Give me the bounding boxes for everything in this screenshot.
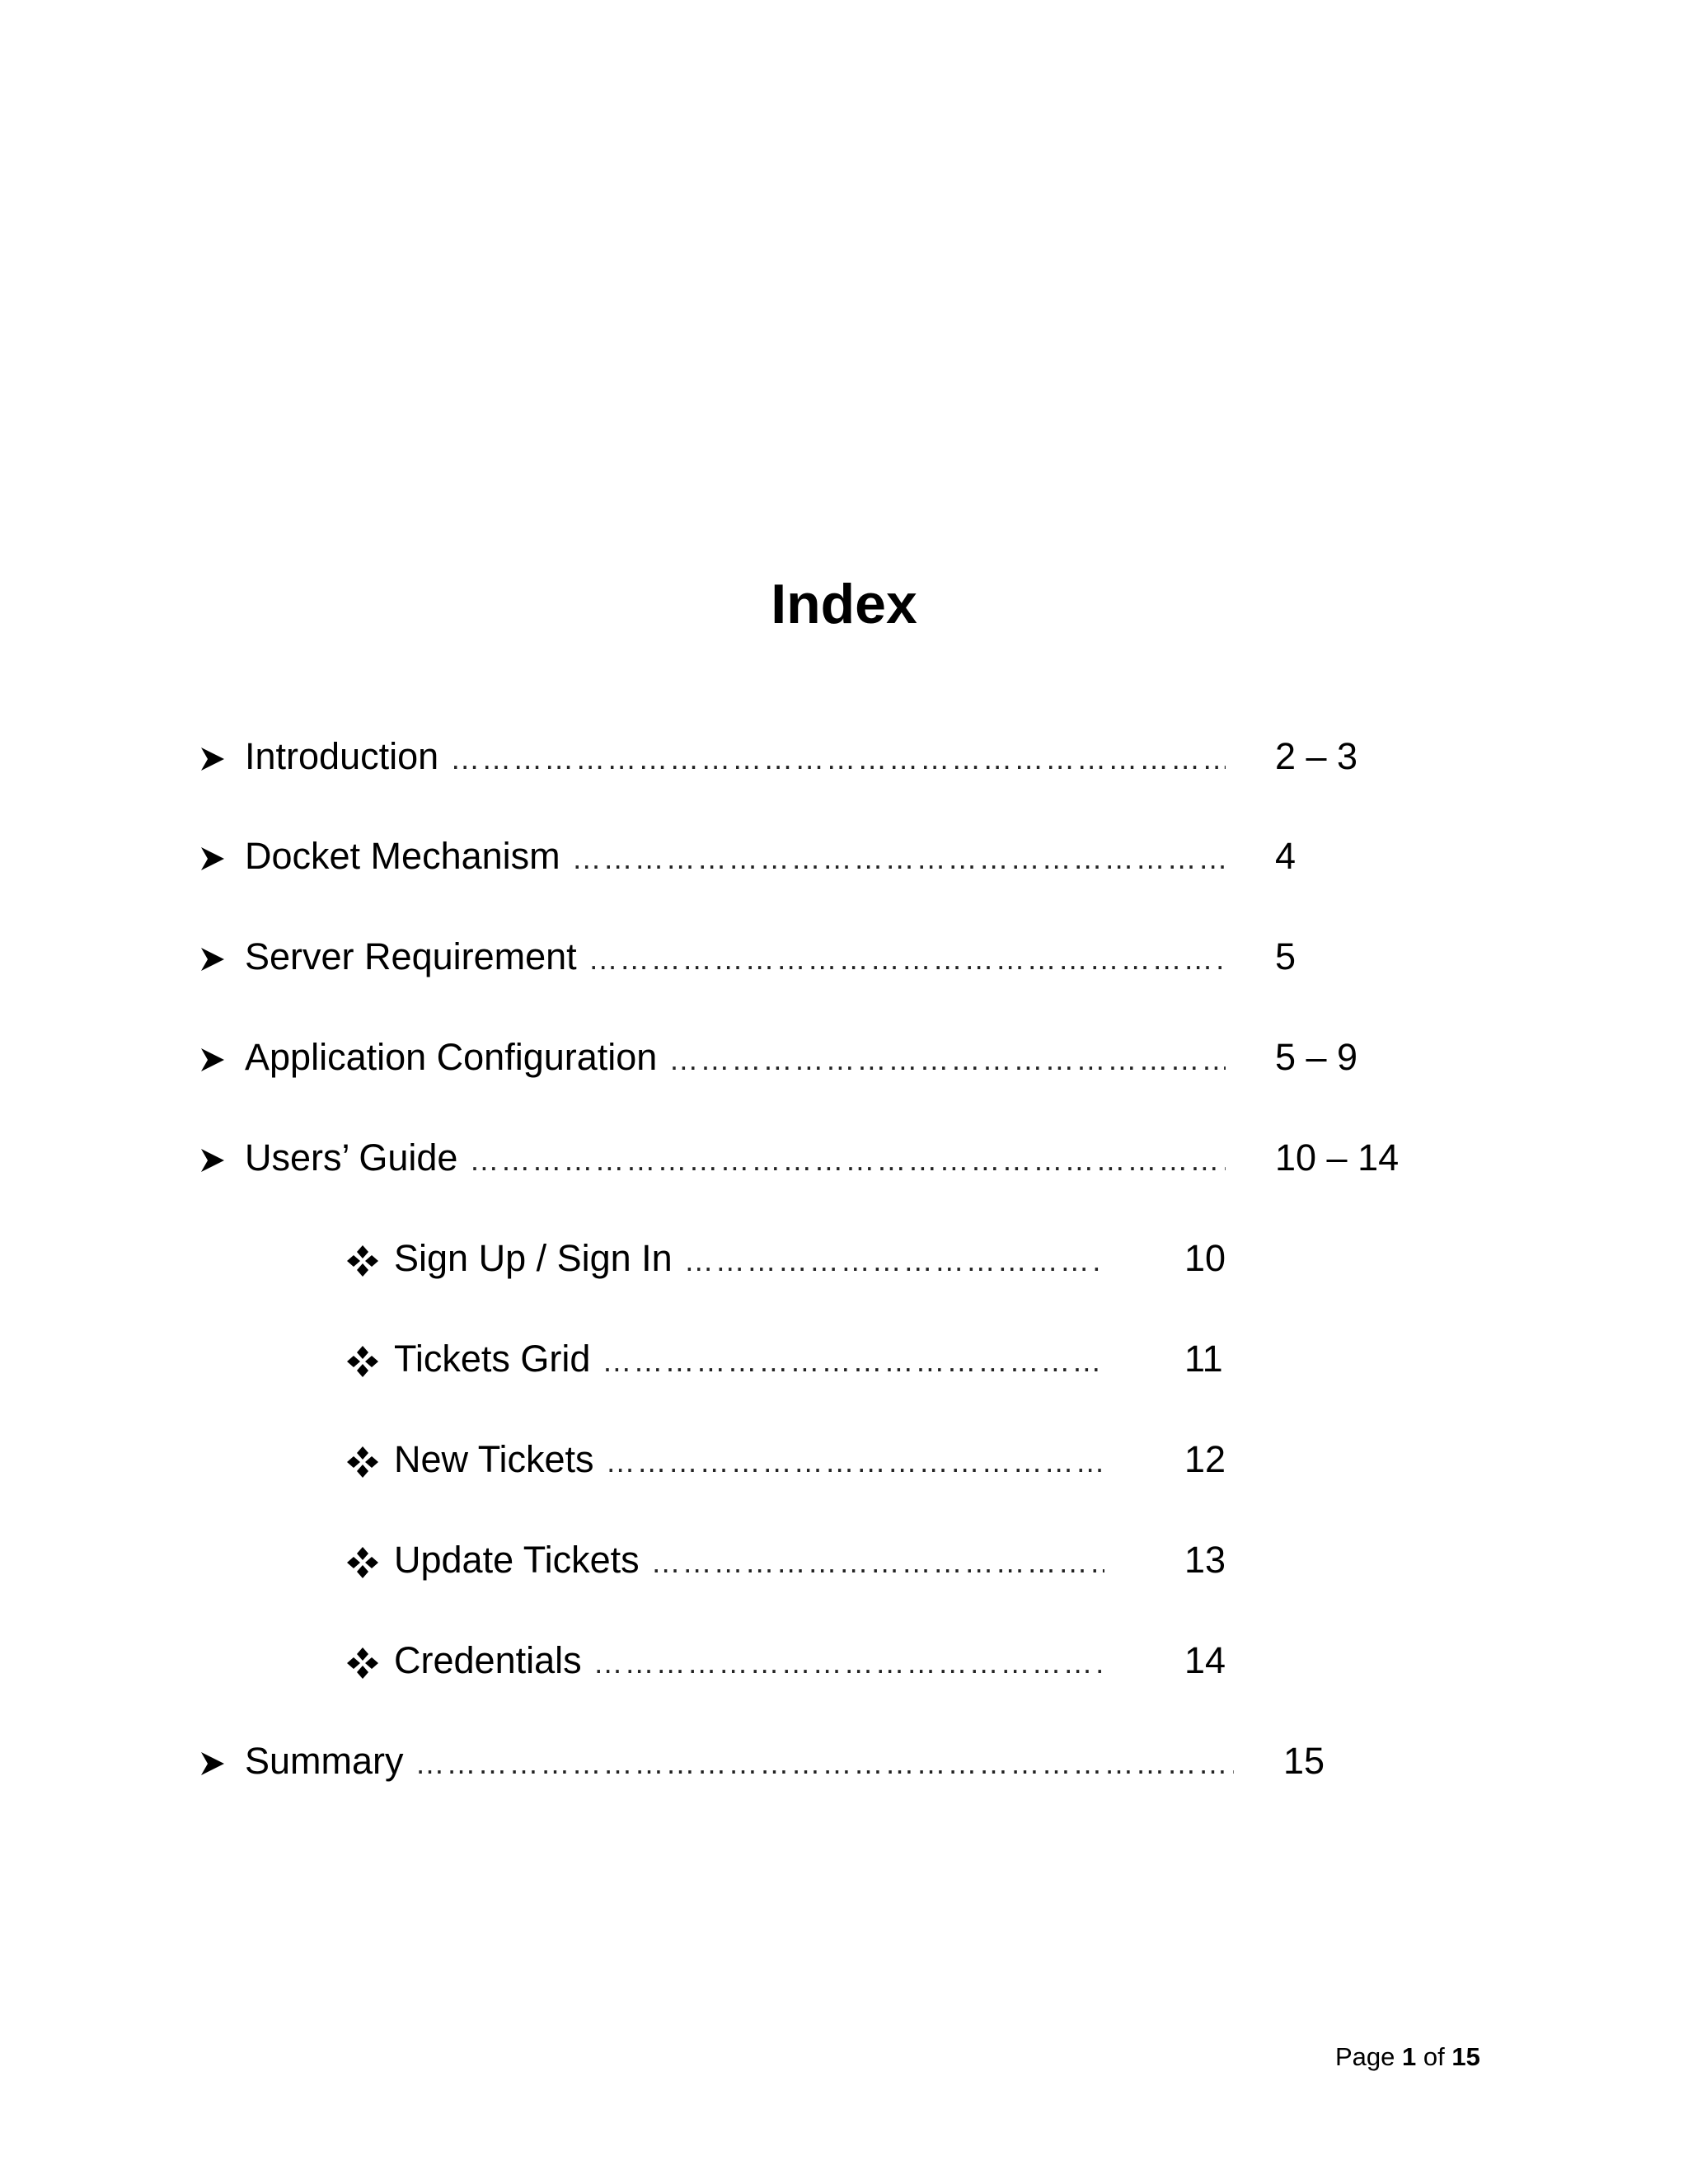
toc-subentry-credentials — [0, 1634, 1688, 1687]
dot-leader — [588, 933, 1226, 983]
arrowhead-bullet-icon — [196, 1031, 229, 1084]
toc-entry-application-configuration — [0, 1031, 1688, 1084]
toc-entry-pages: 5 — [1275, 935, 1296, 977]
four-diamond-bullet-icon — [345, 1534, 381, 1586]
toc-entry-summary — [0, 1735, 1688, 1788]
toc-subentry-label: Sign Up / Sign In — [394, 1237, 673, 1279]
footer-middle: of — [1423, 2042, 1445, 2071]
footer-prefix: Page — [1335, 2042, 1395, 2071]
footer-total-pages: 15 — [1451, 2042, 1480, 2071]
toc-entry-label: Docket Mechanism — [245, 835, 560, 877]
dot-leader — [469, 1134, 1226, 1184]
toc-entry-text — [245, 1132, 1226, 1184]
arrowhead-bullet-icon — [196, 1735, 229, 1788]
dot-leader — [651, 1536, 1104, 1586]
toc-entry-text — [245, 1031, 1226, 1084]
arrowhead-bullet-icon — [196, 930, 229, 983]
toc-subentry-pages: 13 — [1184, 1539, 1226, 1581]
four-diamond-bullet-icon — [345, 1232, 381, 1285]
toc-entry-label: Users’ Guide — [245, 1137, 458, 1179]
dot-leader — [684, 1235, 1104, 1285]
toc-subentry-label: Update Tickets — [394, 1539, 640, 1581]
toc-subentry-label: Credentials — [394, 1639, 582, 1681]
four-diamond-bullet-icon — [345, 1634, 381, 1687]
dot-leader — [572, 832, 1226, 883]
toc-subentry-label: Tickets Grid — [394, 1338, 591, 1380]
dot-leader — [450, 733, 1226, 783]
toc-entry-pages: 4 — [1275, 835, 1296, 877]
toc-entry-text — [245, 930, 1226, 983]
toc-entry-text — [245, 1735, 1234, 1788]
toc-entry-users-guide — [0, 1132, 1688, 1184]
toc-subentry-pages: 10 — [1184, 1237, 1226, 1279]
arrowhead-bullet-icon — [196, 830, 229, 883]
toc-entry-label: Application Configuration — [245, 1036, 658, 1078]
toc-subentry-text — [394, 1333, 1104, 1385]
toc-subentry-text — [394, 1232, 1104, 1285]
toc-subentry-text — [394, 1534, 1104, 1586]
dot-leader — [593, 1637, 1104, 1687]
toc-subentry-pages: 14 — [1184, 1639, 1226, 1681]
page-number-footer — [1335, 2041, 1500, 2074]
toc-entry-label: Server Requirement — [245, 935, 577, 977]
toc-subentry-new-tickets — [0, 1433, 1688, 1486]
dot-leader — [668, 1033, 1226, 1084]
dot-leader — [606, 1436, 1104, 1486]
arrowhead-bullet-icon — [196, 1132, 229, 1184]
toc-entry-server-requirement — [0, 930, 1688, 983]
footer-current-page: 1 — [1402, 2042, 1417, 2071]
four-diamond-bullet-icon — [345, 1433, 381, 1486]
dot-leader — [602, 1335, 1104, 1385]
toc-subentry-text — [394, 1433, 1104, 1486]
toc-entry-pages: 10 – 14 — [1275, 1137, 1400, 1179]
page-title: Index — [771, 573, 917, 635]
toc-subentry-text — [394, 1634, 1104, 1687]
toc-entry-docket-mechanism — [0, 830, 1688, 883]
dot-leader — [415, 1737, 1234, 1788]
toc-entry-label: Introduction — [245, 735, 439, 777]
toc-subentry-update-tickets — [0, 1534, 1688, 1586]
toc-subentry-sign-up-sign-in — [0, 1232, 1688, 1285]
toc-subentry-tickets-grid — [0, 1333, 1688, 1385]
toc-subentry-pages: 11 — [1184, 1338, 1223, 1380]
toc-subentry-label: New Tickets — [394, 1438, 594, 1480]
toc-entry-pages: 5 – 9 — [1275, 1036, 1358, 1078]
four-diamond-bullet-icon — [345, 1333, 381, 1385]
toc-entry-pages: 2 – 3 — [1275, 735, 1358, 777]
toc-entry-text — [245, 830, 1226, 883]
toc-entry-text — [245, 730, 1226, 783]
toc-subentry-pages: 12 — [1184, 1438, 1226, 1480]
arrowhead-bullet-icon — [196, 730, 229, 783]
toc-entry-label: Summary — [245, 1740, 404, 1782]
toc-entry-pages: 15 — [1283, 1740, 1325, 1782]
toc-entry-introduction — [0, 730, 1688, 783]
